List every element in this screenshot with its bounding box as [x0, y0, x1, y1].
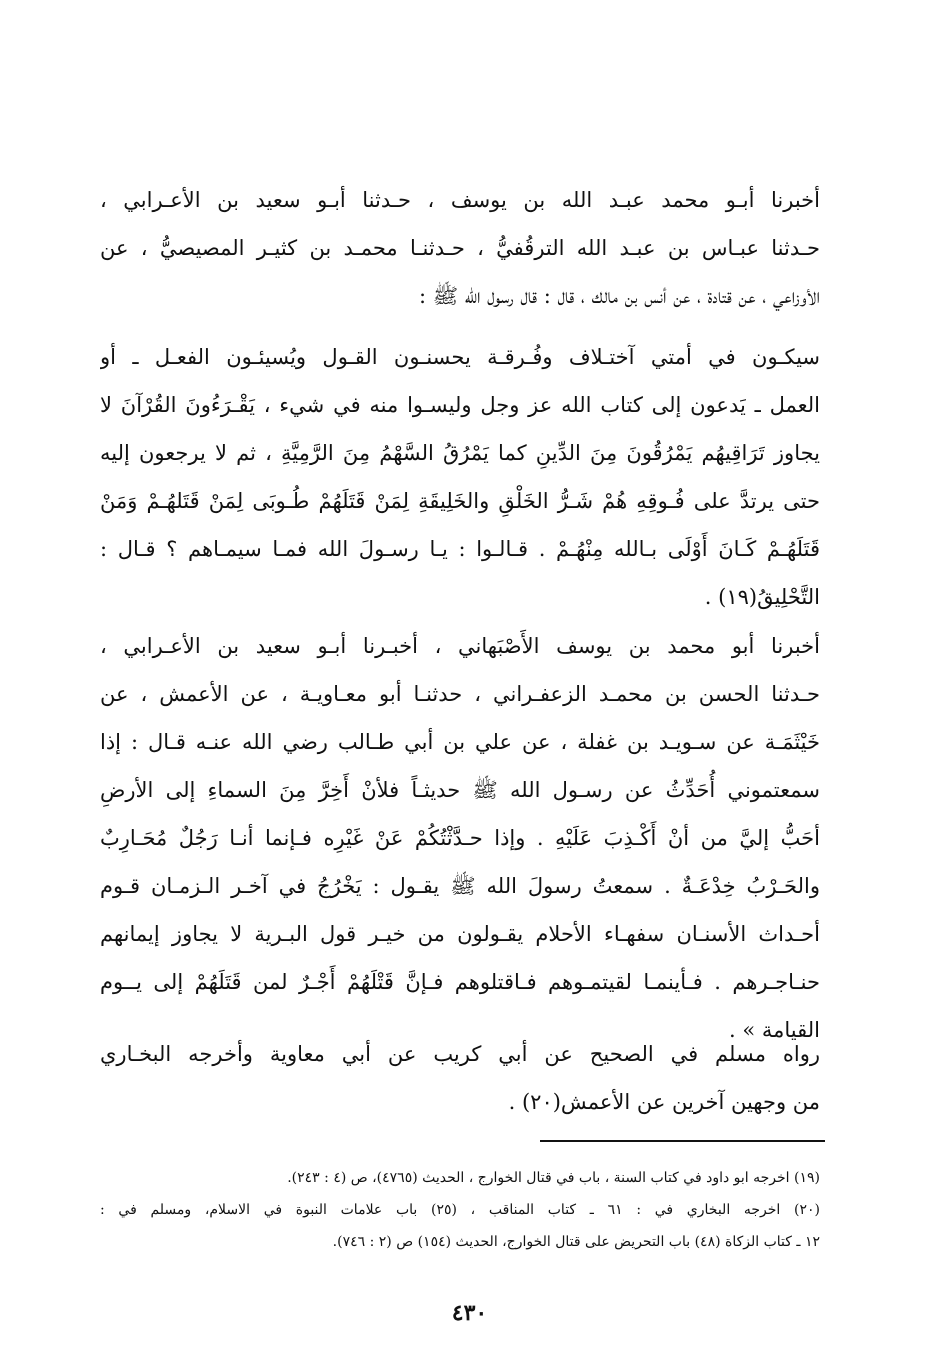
text-line: التَّحْلِيقُ(١٩) . — [704, 585, 820, 609]
text-line: أحـداث الأسنـان سفهـاء الأحلام يقـولون من خيـر قول البـرية لا يجاوز إيمانهم — [100, 922, 820, 946]
footnote-20: (٢٠) اخرجه البخاري في : ٦١ ـ كتاب المناقب ، (٢٥) باب علامات النبوة في الاسلام، ومسلم في : — [100, 1202, 820, 1218]
paragraph-attribution — [100, 1030, 820, 1126]
text-line: سيكـون في أمتي آختـلاف وفُـرقـة يحسنـون القـول ويُسيئـون الفعـل ـ أو — [100, 345, 820, 369]
text-line: الأوزاعي ، عن قتادة ، عن أنس بن مالك ، قال : قال رسول الله ﷺ : — [418, 284, 820, 308]
footnotes — [100, 1162, 820, 1258]
text-line: أحَبُّ إليَّ من أنْ أَكْـذِبَ عَلَيْهِ . وإذا حـدَّثْتُكُمْ عَنْ غَيْرِه فـإنما أنـا رَجُلٌ مُحَـارِبٌ — [100, 826, 820, 850]
paragraph-isnad-1 — [100, 176, 820, 320]
text-line: رواه مسلم في الصحيح عن أبي كريب عن أبي معاوية وأخرجه البخـاري — [100, 1042, 820, 1066]
text-line: حنـاجـرهم . فـأينمـا لقيتمـوهم فـاقتلوهم فـإنَّ قَتْلَهُمْ أَجْـرٌ لمن قَتَلَهُمْ إلى يــوم — [100, 970, 820, 994]
page-number: ٤٣٠ — [451, 1300, 488, 1326]
text-line: أخبرنا أبو محمد بن يوسف الأَصْبَهاني ، أخبـرنا أبـو سعيد بن الأعـرابي ، — [100, 634, 820, 658]
text-line: القيامة » . — [729, 1018, 820, 1042]
paragraph-hadith-1 — [100, 333, 820, 621]
footnote-divider — [540, 1140, 825, 1142]
text-line: من وجهين آخرين عن الأعمش(٢٠) . — [508, 1090, 820, 1114]
text-line: حـدثنا الحسن بن محمـد الزعفـراني ، حدثنـا أبو معـاويـة ، عن الأعمش ، عن — [100, 682, 820, 706]
paragraph-hadith-2 — [100, 622, 820, 1054]
text-line: قَتَلَهُـمْ كَـانَ أَوْلَى بـالله مِنْهُـمْ . قـالـوا : يـا رسـولَ الله فمـا سيمـاهم ؟ قـال : — [100, 537, 820, 561]
text-line: يجاوز تَرَاقِيهُم يَمْرُقُونَ مِنَ الدِّينِ كما يَمْرُقُ السَّهْمُ مِنَ الرَّمِيَّةِ ، ثم لا يرجعون إليه — [100, 441, 820, 465]
footnote-19: (١٩) اخرجه ابو داود في كتاب السنة ، باب في قتال الخوارج ، الحديث (٤٧٦٥)، ص (٤ : ٢٤٣). — [287, 1170, 820, 1186]
text-line: والحَـرْبُ خِدْعَـةٌ . سمعتُ رسولَ الله ﷺ يقـول : يَخْرُجُ في آخـر الـزمـان قـوم — [100, 874, 820, 898]
text-line: خَيْثَمَـة عن سـويـد بن غفلة ، عن علي بن أبي طـالب رضي الله عنـه قـال : إذا — [100, 730, 820, 754]
text-line: العمل ـ يَدعون إلى كتاب الله عز وجل وليسـوا منه في شيء ، يَقْـرَءُونَ القُرْآنَ لا — [100, 393, 820, 417]
text-line: حتى يرتدَّ على فُـوقِهِ هُمْ شَـرُّ الخَلْقِ والخَلِيقَةِ لِمَنْ قَتَلَهُمْ طُـوبَى لِمَنْ قَتَلهُـمْ وَمَنْ — [100, 489, 820, 513]
text-line: أخبرنا أبـو محمد عبـد الله بن يوسف ، حـدثنا أبـو سعيد بن الأعـرابي ، — [100, 188, 820, 212]
text-line: سمعتموني أُحَدِّثُ عن رسـول الله ﷺ حديثـاً فلأنْ أَخِرَّ مِنَ السماءِ إلى الأرضِ — [100, 778, 820, 802]
footnote-20-continued: ١٢ ـ كتاب الزكاة (٤٨) باب التحريض على قتال الخوارج، الحديث (١٥٤) ص (٢ : ٧٤٦). — [332, 1234, 820, 1250]
text-line: حـدثنا عبـاس بن عبـد الله الترقُفيُّ ، حـدثنـا محمـد بن كثيـر المصيصيُّ ، عن — [100, 236, 820, 260]
